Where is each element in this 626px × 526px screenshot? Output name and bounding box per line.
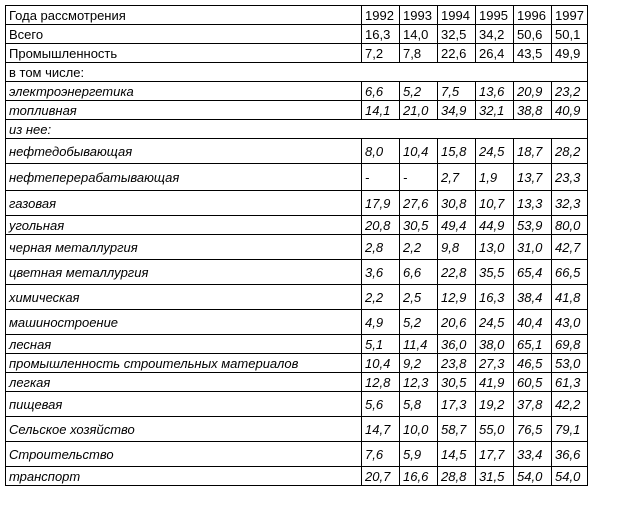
cell-value: 23,8 (438, 354, 476, 373)
cell-value: 24,5 (476, 310, 514, 335)
cell-value: 13,0 (476, 235, 514, 260)
cell-value: 69,8 (552, 335, 588, 354)
row-label: Всего (6, 25, 362, 44)
cell-value: 20,9 (514, 82, 552, 101)
section-label: в том числе: (6, 63, 588, 82)
year-header: 1996 (514, 6, 552, 25)
row-label: цветная металлургия (6, 260, 362, 285)
table-row (6, 25, 588, 44)
cell-value: 27,6 (400, 191, 438, 216)
row-label: химическая (6, 285, 362, 310)
cell-value: 31,5 (476, 467, 514, 486)
cell-value: 16,3 (362, 25, 400, 44)
table-row (6, 417, 588, 442)
table-row (6, 216, 588, 235)
cell-value: 38,0 (476, 335, 514, 354)
year-header: 1993 (400, 6, 438, 25)
cell-value: 38,4 (514, 285, 552, 310)
cell-value: 42,2 (552, 392, 588, 417)
cell-value: 7,2 (362, 44, 400, 63)
cell-value: 27,3 (476, 354, 514, 373)
cell-value: 28,2 (552, 139, 588, 164)
row-label: транспорт (6, 467, 362, 486)
cell-value: 17,9 (362, 191, 400, 216)
table-row (6, 44, 588, 63)
table-row (6, 82, 588, 101)
cell-value: 4,9 (362, 310, 400, 335)
cell-value: 7,5 (438, 82, 476, 101)
cell-value: 6,6 (362, 82, 400, 101)
cell-value: 49,9 (552, 44, 588, 63)
table-row (6, 260, 588, 285)
cell-value: 76,5 (514, 417, 552, 442)
cell-value: 54,0 (514, 467, 552, 486)
year-header: 1994 (438, 6, 476, 25)
cell-value: 9,2 (400, 354, 438, 373)
cell-value: 23,2 (552, 82, 588, 101)
row-label: лесная (6, 335, 362, 354)
cell-value: 61,3 (552, 373, 588, 392)
cell-value: 6,6 (400, 260, 438, 285)
cell-value: 2,2 (362, 285, 400, 310)
cell-value: 12,8 (362, 373, 400, 392)
cell-value: 60,5 (514, 373, 552, 392)
cell-value: 43,5 (514, 44, 552, 63)
cell-value: 31,0 (514, 235, 552, 260)
table-row (6, 235, 588, 260)
row-label: угольная (6, 216, 362, 235)
cell-value: 2,2 (400, 235, 438, 260)
table-row (6, 101, 588, 120)
cell-value: 55,0 (476, 417, 514, 442)
cell-value: 5,6 (362, 392, 400, 417)
cell-value: 66,5 (552, 260, 588, 285)
table-row (6, 285, 588, 310)
cell-value: 13,6 (476, 82, 514, 101)
cell-value: 79,1 (552, 417, 588, 442)
row-label: газовая (6, 191, 362, 216)
cell-value: 24,5 (476, 139, 514, 164)
year-header: 1997 (552, 6, 588, 25)
year-header: 1992 (362, 6, 400, 25)
row-label: нефтеперерабатывающая (6, 164, 362, 191)
cell-value: 2,5 (400, 285, 438, 310)
cell-value: 2,8 (362, 235, 400, 260)
cell-value: 20,6 (438, 310, 476, 335)
cell-value: 22,8 (438, 260, 476, 285)
cell-value: 53,9 (514, 216, 552, 235)
row-label: пищевая (6, 392, 362, 417)
cell-value: 5,8 (400, 392, 438, 417)
cell-value: 58,7 (438, 417, 476, 442)
cell-value: 8,0 (362, 139, 400, 164)
cell-value: 30,5 (438, 373, 476, 392)
cell-value: 34,9 (438, 101, 476, 120)
cell-value: 21,0 (400, 101, 438, 120)
cell-value: 12,3 (400, 373, 438, 392)
cell-value: 7,8 (400, 44, 438, 63)
cell-value: 37,8 (514, 392, 552, 417)
row-label: легкая (6, 373, 362, 392)
row-label: электроэнергетика (6, 82, 362, 101)
table-row (6, 191, 588, 216)
cell-value: 5,1 (362, 335, 400, 354)
table-row (6, 335, 588, 354)
table-row (6, 442, 588, 467)
cell-value: 5,9 (400, 442, 438, 467)
cell-value: 54,0 (552, 467, 588, 486)
cell-value: 36,0 (438, 335, 476, 354)
row-label: промышленность строительных материалов (6, 354, 362, 373)
cell-value: 32,1 (476, 101, 514, 120)
row-label: Промышленность (6, 44, 362, 63)
cell-value: 19,2 (476, 392, 514, 417)
cell-value: - (400, 164, 438, 191)
cell-value: 34,2 (476, 25, 514, 44)
cell-value: 40,9 (552, 101, 588, 120)
cell-value: 44,9 (476, 216, 514, 235)
cell-value: 65,1 (514, 335, 552, 354)
cell-value: 10,4 (400, 139, 438, 164)
header-label: Года рассмотрения (6, 6, 362, 25)
cell-value: 50,6 (514, 25, 552, 44)
cell-value: 1,9 (476, 164, 514, 191)
table-row (6, 139, 588, 164)
data-table (5, 5, 588, 486)
cell-value: 38,8 (514, 101, 552, 120)
cell-value: 30,5 (400, 216, 438, 235)
row-label: черная металлургия (6, 235, 362, 260)
cell-value: 10,7 (476, 191, 514, 216)
row-label: Сельское хозяйство (6, 417, 362, 442)
cell-value: 13,3 (514, 191, 552, 216)
cell-value: 32,5 (438, 25, 476, 44)
cell-value: 43,0 (552, 310, 588, 335)
section-label: из нее: (6, 120, 588, 139)
cell-value: 5,2 (400, 82, 438, 101)
cell-value: - (362, 164, 400, 191)
cell-value: 14,0 (400, 25, 438, 44)
cell-value: 11,4 (400, 335, 438, 354)
cell-value: 41,9 (476, 373, 514, 392)
cell-value: 13,7 (514, 164, 552, 191)
cell-value: 33,4 (514, 442, 552, 467)
cell-value: 26,4 (476, 44, 514, 63)
cell-value: 23,3 (552, 164, 588, 191)
cell-value: 41,8 (552, 285, 588, 310)
row-label: топливная (6, 101, 362, 120)
cell-value: 36,6 (552, 442, 588, 467)
cell-value: 50,1 (552, 25, 588, 44)
cell-value: 5,2 (400, 310, 438, 335)
cell-value: 16,6 (400, 467, 438, 486)
cell-value: 35,5 (476, 260, 514, 285)
table-row (6, 467, 588, 486)
cell-value: 32,3 (552, 191, 588, 216)
cell-value: 22,6 (438, 44, 476, 63)
table-row (6, 373, 588, 392)
cell-value: 18,7 (514, 139, 552, 164)
cell-value: 14,1 (362, 101, 400, 120)
cell-value: 42,7 (552, 235, 588, 260)
cell-value: 9,8 (438, 235, 476, 260)
cell-value: 10,0 (400, 417, 438, 442)
cell-value: 20,8 (362, 216, 400, 235)
cell-value: 10,4 (362, 354, 400, 373)
cell-value: 7,6 (362, 442, 400, 467)
section-row (6, 120, 588, 139)
cell-value: 49,4 (438, 216, 476, 235)
year-header: 1995 (476, 6, 514, 25)
table-row (6, 392, 588, 417)
cell-value: 20,7 (362, 467, 400, 486)
cell-value: 15,8 (438, 139, 476, 164)
cell-value: 16,3 (476, 285, 514, 310)
cell-value: 17,7 (476, 442, 514, 467)
table-row (6, 354, 588, 373)
cell-value: 30,8 (438, 191, 476, 216)
cell-value: 14,5 (438, 442, 476, 467)
cell-value: 3,6 (362, 260, 400, 285)
cell-value: 40,4 (514, 310, 552, 335)
header-row (6, 6, 588, 25)
cell-value: 28,8 (438, 467, 476, 486)
table-row (6, 310, 588, 335)
cell-value: 17,3 (438, 392, 476, 417)
cell-value: 65,4 (514, 260, 552, 285)
row-label: машиностроение (6, 310, 362, 335)
cell-value: 12,9 (438, 285, 476, 310)
section-row (6, 63, 588, 82)
cell-value: 53,0 (552, 354, 588, 373)
table-row (6, 164, 588, 191)
cell-value: 46,5 (514, 354, 552, 373)
row-label: Строительство (6, 442, 362, 467)
cell-value: 2,7 (438, 164, 476, 191)
cell-value: 14,7 (362, 417, 400, 442)
row-label: нефтедобывающая (6, 139, 362, 164)
cell-value: 80,0 (552, 216, 588, 235)
